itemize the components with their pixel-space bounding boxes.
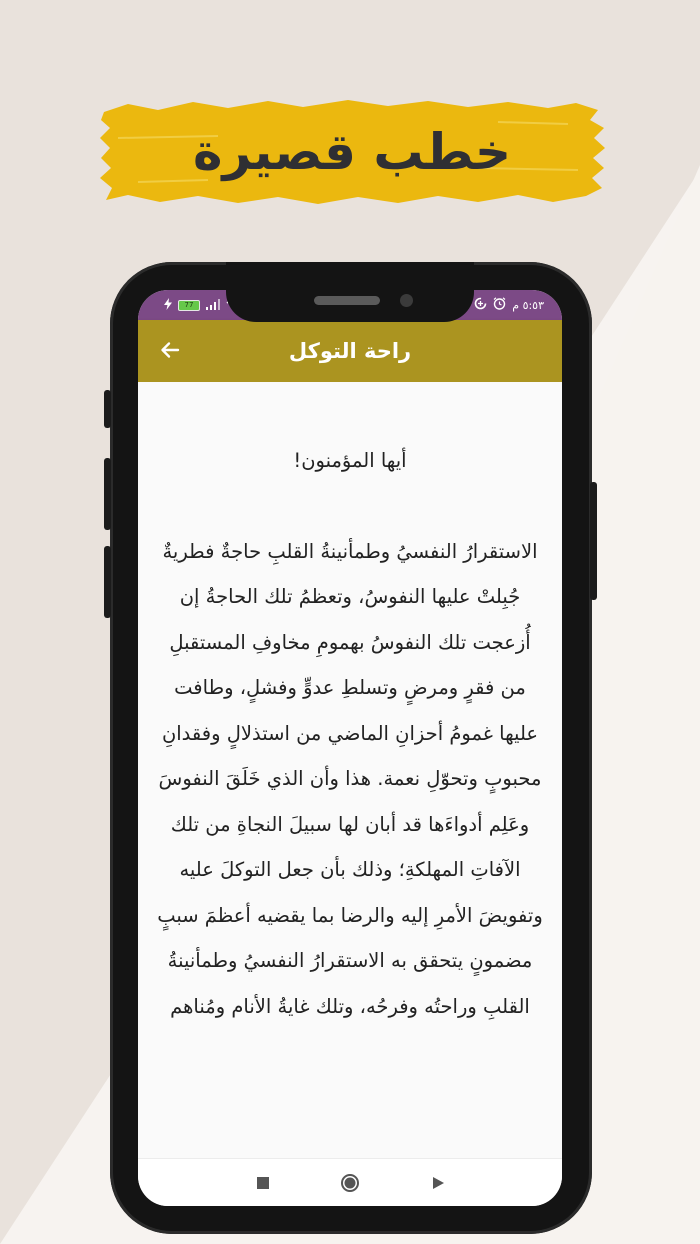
sermon-body: الاستقرارُ النفسيُ وطمأنينةُ القلبِ حاجةٌ فطريةٌ جُبِلتْ عليها النفوسُ، وتعظمُ تلك الحاجةُ إن أُزعجت تلك النفوسُ بهمومِ مخاوفِ المستقبلِ من فقرٍ ومرضٍ وتسلطِ عدوٍّ وفشلٍ، وطافت عليها غمومُ أحزانِ الماضي من استذلالٍ وفقدانِ محبوبٍ وتحوّلِ نعمة. هذا وأن الذي خَلَقَ النفوسَ وعَلِم أدواءَها قد أبان لها سبيلَ النجاةِ من تلك الآفاتِ المهلكةِ؛ وذلك بأن جعل التوكلَ عليه وتفويضَ الأمرِ إليه والرضا بما يقضيه أعظمَ سببٍ مضمونٍ يتحقق به الاستقرارُ النفسيُ وطمأنينةُ القلبِ وراحتُه وفرحُه، وتلك غايةُ الأنام ومُناهم: [157, 539, 543, 1018]
sermon-greeting: أيها المؤمنون!: [293, 449, 407, 472]
banner-title: خطب قصيرة: [192, 123, 512, 181]
phone-notch: [226, 262, 474, 322]
sermon-content[interactable]: [138, 382, 562, 1158]
volume-up-button: [104, 390, 111, 428]
status-right-icons: [474, 297, 544, 313]
phone-screen: [138, 290, 562, 1206]
app-bar: [138, 320, 562, 382]
alarm-icon: [493, 297, 506, 313]
status-time: ٥:٥٣ م: [512, 298, 544, 312]
battery-icon: 77: [178, 300, 200, 311]
side-button-lower: [104, 546, 111, 618]
home-icon[interactable]: [338, 1171, 362, 1195]
power-button: [590, 482, 597, 600]
signal-icon: [206, 299, 220, 313]
phone-speaker: [314, 296, 380, 305]
page-title: راحة التوكل: [288, 339, 412, 363]
back-icon[interactable]: [426, 1171, 450, 1195]
volume-down-button: [104, 458, 111, 530]
recent-apps-icon[interactable]: [251, 1171, 275, 1195]
data-saver-icon: [474, 297, 487, 313]
front-camera: [400, 294, 413, 307]
charging-icon: [164, 298, 172, 313]
system-nav-bar: [138, 1158, 562, 1206]
arrow-left-icon[interactable]: [156, 336, 184, 364]
